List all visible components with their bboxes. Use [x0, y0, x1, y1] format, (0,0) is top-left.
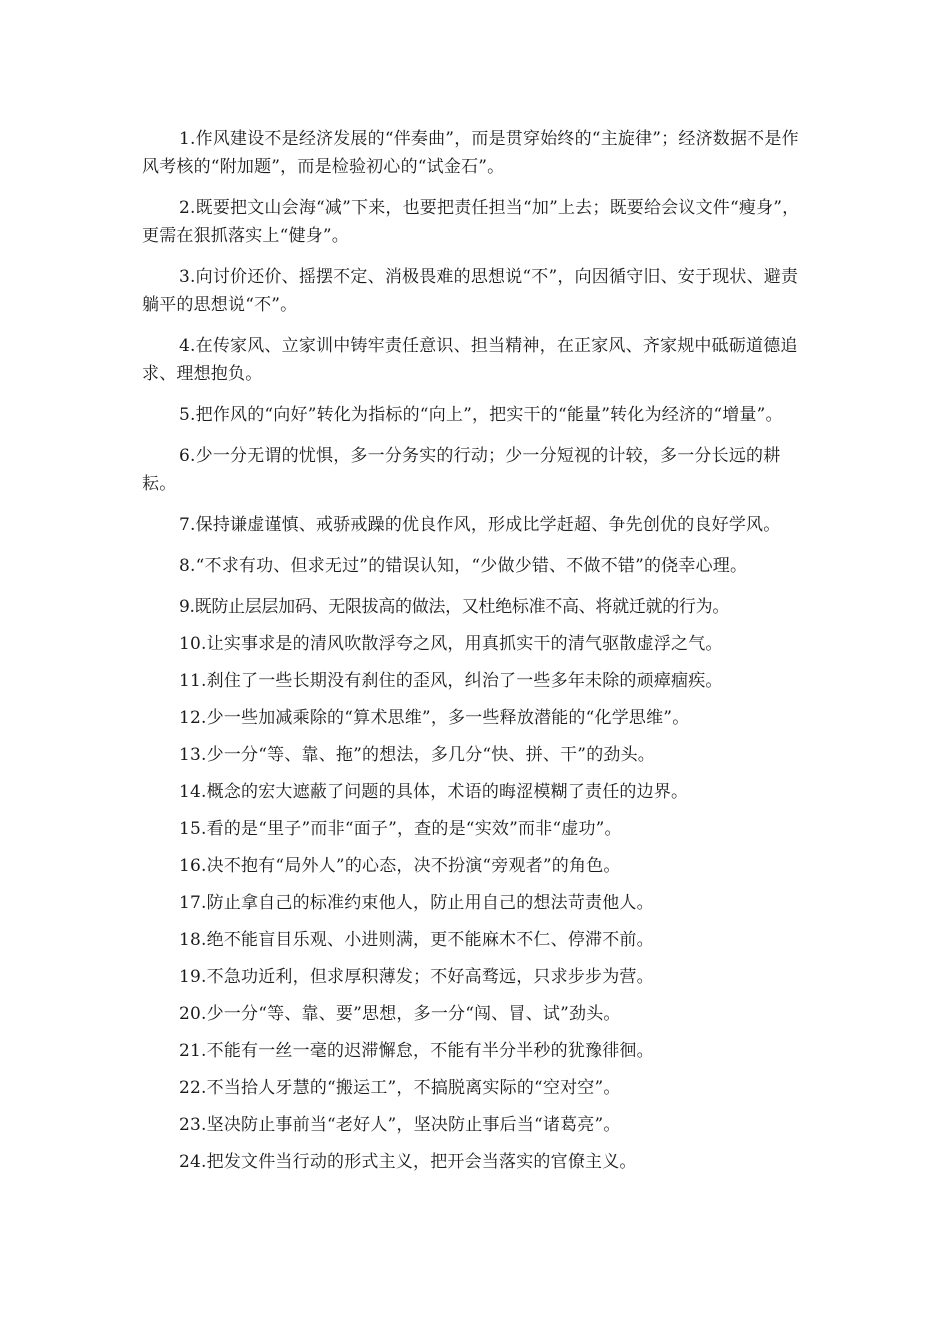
list-item-19: 19.不急功近利，但求厚积薄发；不好高骛远，只求步步为营。 — [179, 967, 654, 987]
list-item-15: 15.看的是“里子”而非“面子”，查的是“实效”而非“虚功”。 — [179, 819, 622, 839]
list-item-8: 8.“不求有功、但求无过”的错误认知，“少做少错、不做不错”的侥幸心理。 — [179, 556, 748, 576]
list-item-12: 12.少一些加减乘除的“算术思维”，多一些释放潜能的“化学思维”。 — [179, 708, 690, 728]
list-item-22: 22.不当拾人牙慧的“搬运工”，不搞脱离实际的“空对空”。 — [179, 1078, 621, 1098]
list-item-14: 14.概念的宏大遮蔽了问题的具体，术语的晦涩模糊了责任的边界。 — [179, 782, 689, 802]
list-item-13: 13.少一分“等、靠、拖”的想法，多几分“快、拼、干”的劲头。 — [179, 745, 655, 765]
list-item-17: 17.防止拿自己的标准约束他人，防止用自己的想法苛责他人。 — [179, 893, 654, 913]
list-item-10: 10.让实事求是的清风吹散浮夸之风，用真抓实干的清气驱散虚浮之气。 — [179, 634, 723, 654]
list-item-9: 9.既防止层层加码、无限拔高的做法，又杜绝标准不高、将就迁就的行为。 — [179, 597, 730, 617]
list-item-16: 16.决不抱有“局外人”的心态，决不扮演“旁观者”的角色。 — [179, 856, 621, 876]
list-item-1: 1.作风建设不是经济发展的“伴奏曲”，而是贯穿始终的“主旋律”；经济数据不是作风考核的“附加题”，而是检验初心的“试金石”。 — [142, 129, 799, 177]
list-item-2: 2.既要把文山会海“减”下来，也要把责任担当“加”上去；既要给会议文件“瘦身”，更需在狠抓落实上“健身”。 — [142, 198, 800, 246]
document-body — [142, 125, 810, 1185]
list-item-20: 20.少一分“等、靠、要”思想，多一分“闯、冒、试”劲头。 — [179, 1004, 621, 1024]
list-item-23: 23.坚决防止事前当“老好人”，坚决防止事后当“诸葛亮”。 — [179, 1115, 621, 1135]
list-item-11: 11.刹住了一些长期没有刹住的歪风，纠治了一些多年未除的顽瘴痼疾。 — [179, 671, 723, 691]
list-item-7: 7.保持谦虚谨慎、戒骄戒躁的优良作风，形成比学赶超、争先创优的良好学风。 — [179, 515, 781, 535]
list-item-18: 18.绝不能盲目乐观、小进则满，更不能麻木不仁、停滞不前。 — [179, 930, 654, 950]
list-item-6: 6.少一分无谓的忧惧，多一分务实的行动；少一分短视的计较，多一分长远的耕耘。 — [142, 446, 781, 494]
list-item-4: 4.在传家风、立家训中铸牢责任意识、担当精神，在正家风、齐家规中砥砺道德追求、理想抱负。 — [142, 336, 798, 384]
list-item-21: 21.不能有一丝一毫的迟滞懈怠，不能有半分半秒的犹豫徘徊。 — [179, 1041, 654, 1061]
list-item-24: 24.把发文件当行动的形式主义，把开会当落实的官僚主义。 — [179, 1152, 637, 1172]
list-item-5: 5.把作风的“向好”转化为指标的“向上”，把实干的“能量”转化为经济的“增量”。 — [179, 405, 783, 425]
list-item-3: 3.向讨价还价、摇摆不定、消极畏难的思想说“不”，向因循守旧、安于现状、避责躺平的思想说“不”。 — [142, 267, 799, 315]
